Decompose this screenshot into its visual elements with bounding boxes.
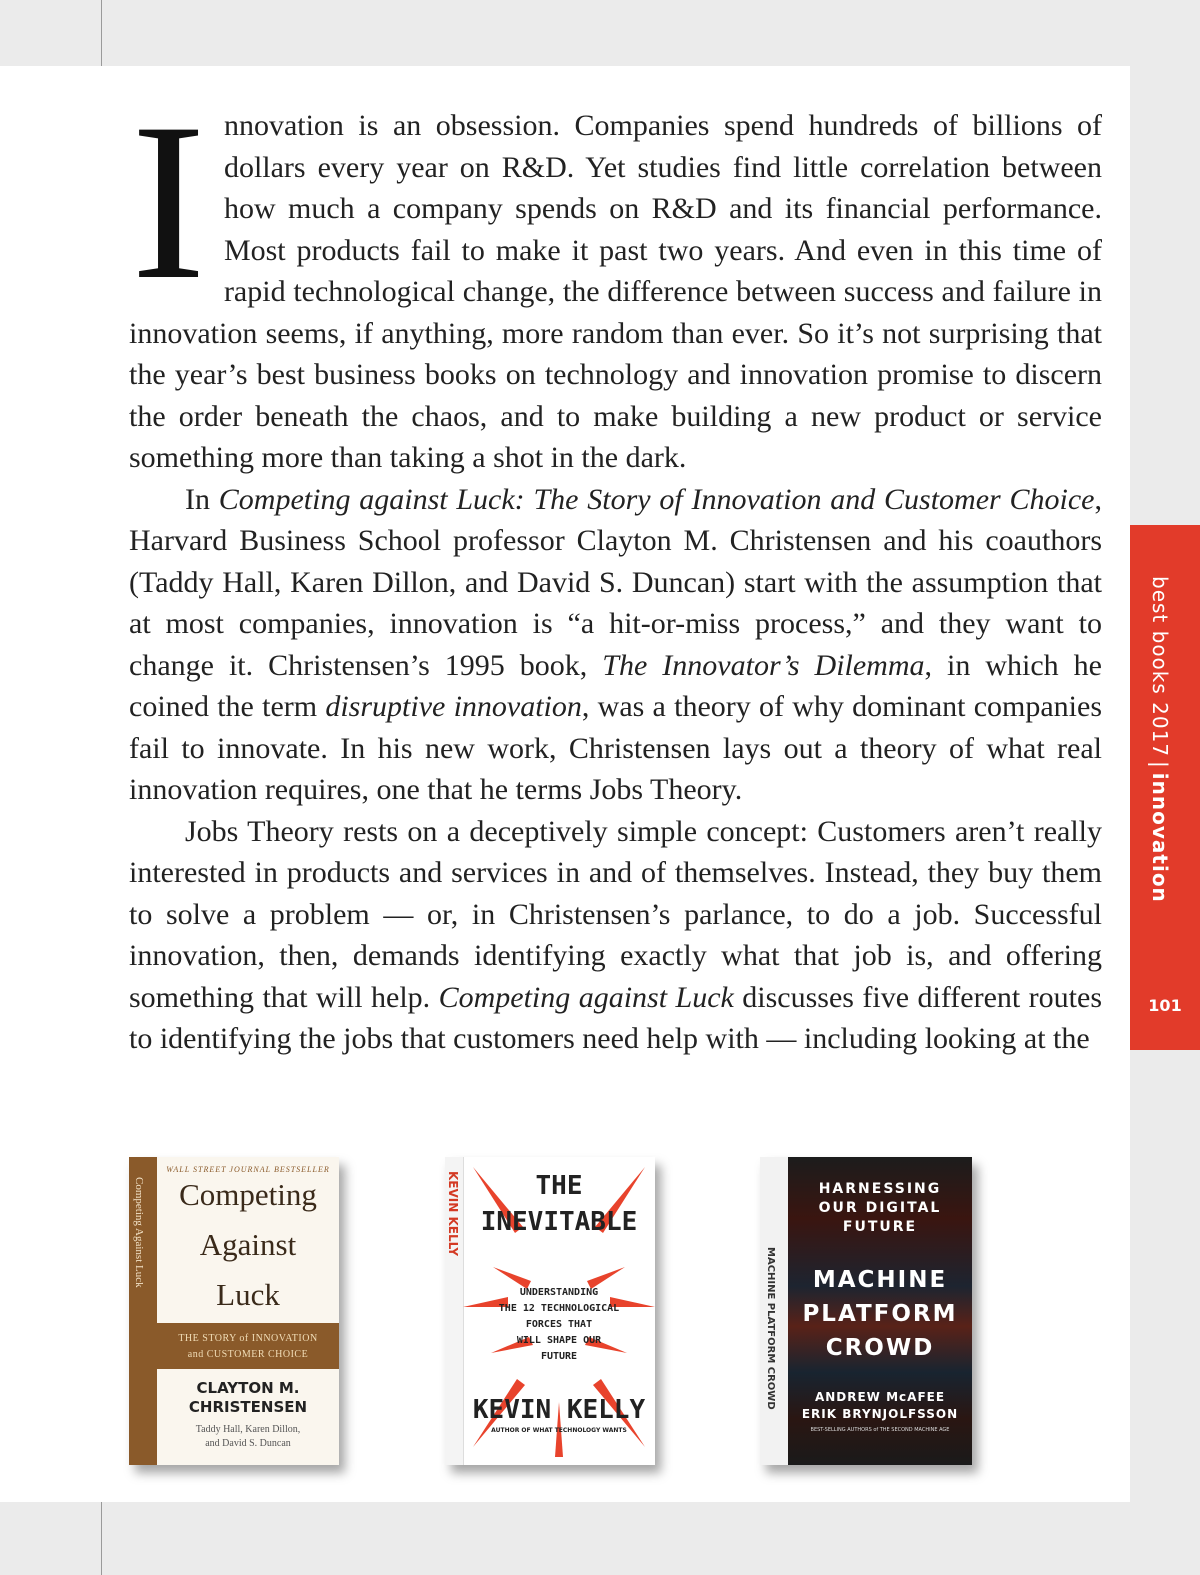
paragraph-2: In Competing against Luck: The Story of Innovation and Customer Choice, Harvard Business School professor Clayton M. Christensen and his coauthors (Taddy Hall, Karen Dillon, and David S. Duncan) start with the assumption that at most companies, innovation is “a hit-or-miss process,” and they want to change it. Christensen’s 1995 book, The Innovator’s Dilemma, in which he coined the term disruptive innovation, was a theory of why dominant companies fail to innovate. In his new work, Christensen lays out a theory of what real innovation requires, one that he terms Jobs Theory. bbox=[129, 482, 1103, 806]
book-title-line: Competing bbox=[179, 1177, 317, 1212]
book-subtitle: UNDERSTANDING THE 12 TECHNOLOGICAL FORCES THAT WILL SHAPE OUR FUTURE bbox=[498, 1287, 620, 1362]
drop-cap: I bbox=[131, 76, 206, 326]
book-title-line: MACHINE bbox=[812, 1267, 948, 1293]
book-spine: Competing Against Luck bbox=[129, 1157, 157, 1465]
section-tab-label bbox=[1148, 576, 1172, 903]
book-spine: KEVIN KELLY bbox=[445, 1157, 464, 1465]
page-number: 101 bbox=[1148, 996, 1182, 1015]
book-spine: MACHINE PLATFORM CROWD bbox=[760, 1157, 788, 1465]
book-cover-the-inevitable bbox=[445, 1157, 655, 1465]
book-header-line: OUR DIGITAL bbox=[818, 1200, 942, 1216]
book-tagline: BEST-SELLING AUTHORS of THE SECOND MACHINE AGE bbox=[810, 1427, 950, 1433]
book-title-line: CROWD bbox=[825, 1335, 935, 1361]
section-label: innovation bbox=[1148, 772, 1172, 903]
book-title: The Innovator’s Dilemma bbox=[602, 648, 925, 682]
book-cover-machine-platform-crowd bbox=[760, 1157, 972, 1465]
book-coauthors: Taddy Hall, Karen Dillon, and David S. Duncan bbox=[195, 1424, 301, 1449]
book-header-line: HARNESSING bbox=[818, 1181, 942, 1197]
book-title-line: INEVITABLE bbox=[480, 1207, 638, 1237]
book-title-line: PLATFORM bbox=[802, 1301, 958, 1327]
book-authors: ANDREW McAFEE ERIK BRYNJOLFSSON bbox=[801, 1390, 959, 1421]
term: disruptive innovation bbox=[325, 690, 582, 723]
book-subtitle: THE STORY of INNOVATION and CUSTOMER CHOICE bbox=[178, 1333, 318, 1360]
paragraph-3: Jobs Theory rests on a deceptively simple concept: Customers aren’t really interested in products and services in and of themselves. Instead, they buy them to solve a problem — or, in Christensen’s parlance, to do a job. Successful innovation, then, demands identifying exactly what that job is, and offering something that will help. Competing against Luck discusses five different routes to identifying the jobs that customers need help with — including looking at the bbox=[129, 814, 1102, 1055]
book-title-line: THE bbox=[535, 1171, 583, 1201]
book-author: KEVIN KELLY bbox=[472, 1395, 646, 1425]
book-author: CLAYTON M. CHRISTENSEN bbox=[188, 1379, 308, 1416]
book-header: WALL STREET JOURNAL BESTSELLER bbox=[166, 1165, 330, 1174]
tab-separator: | bbox=[1148, 761, 1172, 769]
book-tagline: AUTHOR OF WHAT TECHNOLOGY WANTS bbox=[491, 1427, 627, 1434]
book-title-line: Luck bbox=[216, 1277, 280, 1312]
book-header-line: FUTURE bbox=[842, 1219, 918, 1235]
book-title: Competing against Luck bbox=[438, 980, 734, 1014]
paragraph-1: Innovation is an obsession. Companies spend hundreds of billions of dollars every year on R&D. Yet studies find little correlation between how much a company spends on R&D and its financial performance. Most products fail to make it past two years. And even in this time of rapid technological change, the difference between success and failure in innovation seems, if anything, more random than ever. So it’s not surprising that the year’s best business books on technology and innovation promise to discern the order beneath the chaos, and to make building a new product or service something more than taking a shot in the dark. bbox=[129, 76, 1102, 474]
book-title: Competing against Luck: The Story of Innovation and Customer Choice bbox=[218, 482, 1095, 516]
series-label: best books 2017 bbox=[1148, 576, 1172, 758]
book-title-line: Against bbox=[199, 1227, 297, 1262]
book-cover-competing-against-luck bbox=[129, 1157, 339, 1465]
article-body bbox=[129, 76, 1103, 1060]
